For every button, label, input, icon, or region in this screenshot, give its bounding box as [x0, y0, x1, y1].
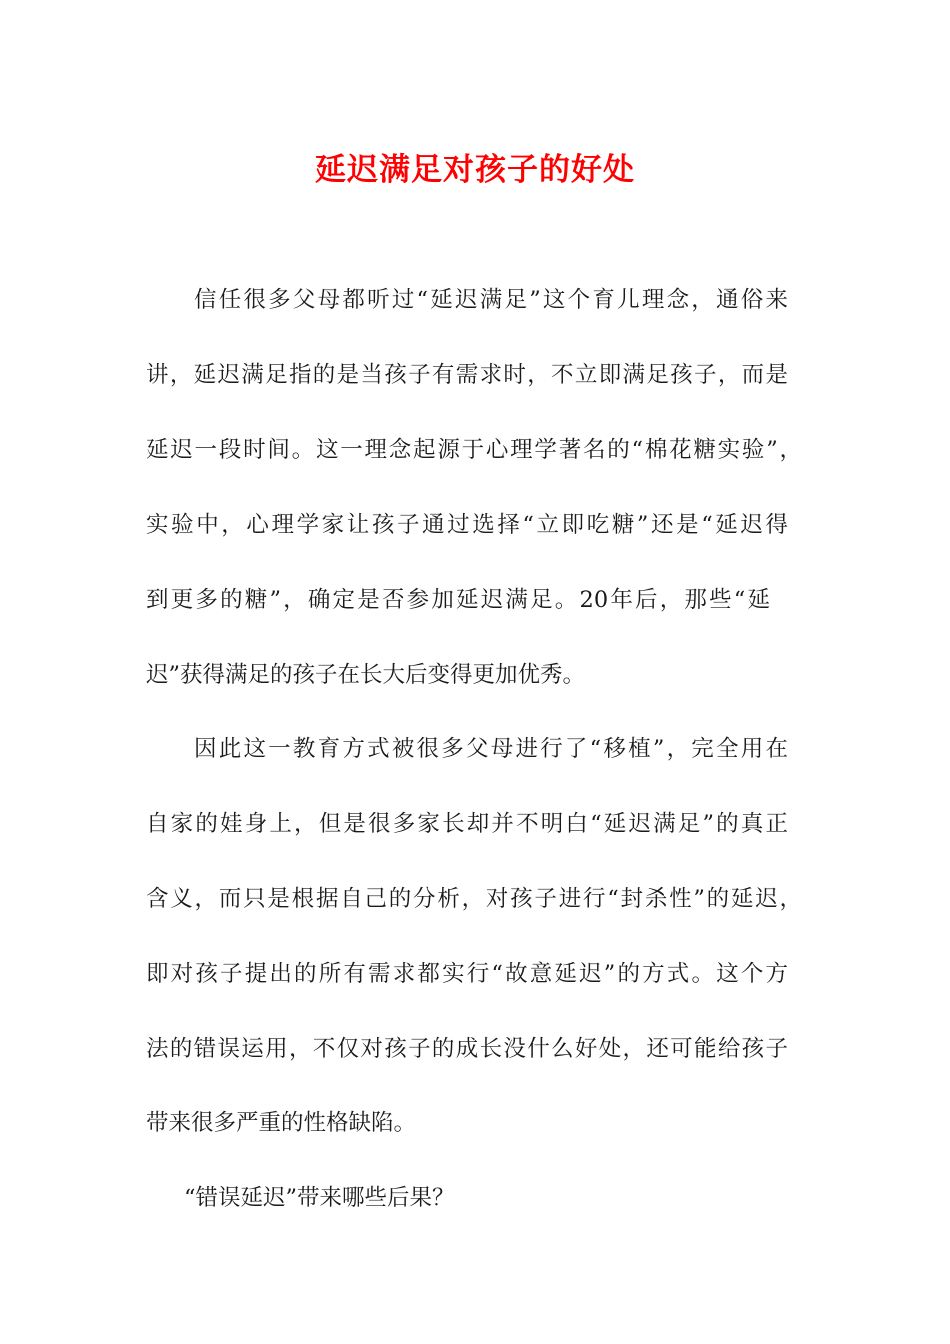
paragraph-1-line-2: 讲，延迟满足指的是当孩子有需求时，不立即满足孩子，而是 [146, 362, 788, 388]
paragraph-1-line-3: 延迟一段时间。这一理念起源于心理学著名的“棉花糖实验”， [146, 437, 802, 463]
paragraph-2-line-6: 带来很多严重的性格缺陷。 [146, 1110, 417, 1136]
paragraph-1-line-1: 信任很多父母都听过“延迟满足”这个育儿理念，通俗来 [194, 287, 788, 313]
document-title: 延迟满足对孩子的好处 [315, 152, 635, 188]
paragraph-2-line-2: 自家的娃身上，但是很多家长却并不明白“延迟满足”的真正 [146, 811, 788, 837]
paragraph-1-line-5: 到更多的糖”，确定是否参加延迟满足。20年后，那些“延 [146, 587, 770, 613]
paragraph-2-line-5: 法的错误运用，不仅对孩子的成长没什么好处，还可能给孩子 [146, 1036, 788, 1062]
paragraph-2-line-3: 含义，而只是根据自己的分析，对孩子进行“封杀性”的延迟， [146, 886, 802, 912]
paragraph-2-line-4: 即对孩子提出的所有需求都实行“故意延迟”的方式。这个方 [146, 961, 788, 987]
paragraph-2-line-1: 因此这一教育方式被很多父母进行了“移植”，完全用在 [194, 736, 788, 762]
section-heading: “错误延迟”带来哪些后果？ [184, 1185, 455, 1211]
paragraph-1-line-4: 实验中，心理学家让孩子通过选择“立即吃糖”还是“延迟得 [146, 512, 788, 538]
paragraph-1-line-6: 迟”获得满足的孩子在长大后变得更加优秀。 [146, 662, 586, 688]
